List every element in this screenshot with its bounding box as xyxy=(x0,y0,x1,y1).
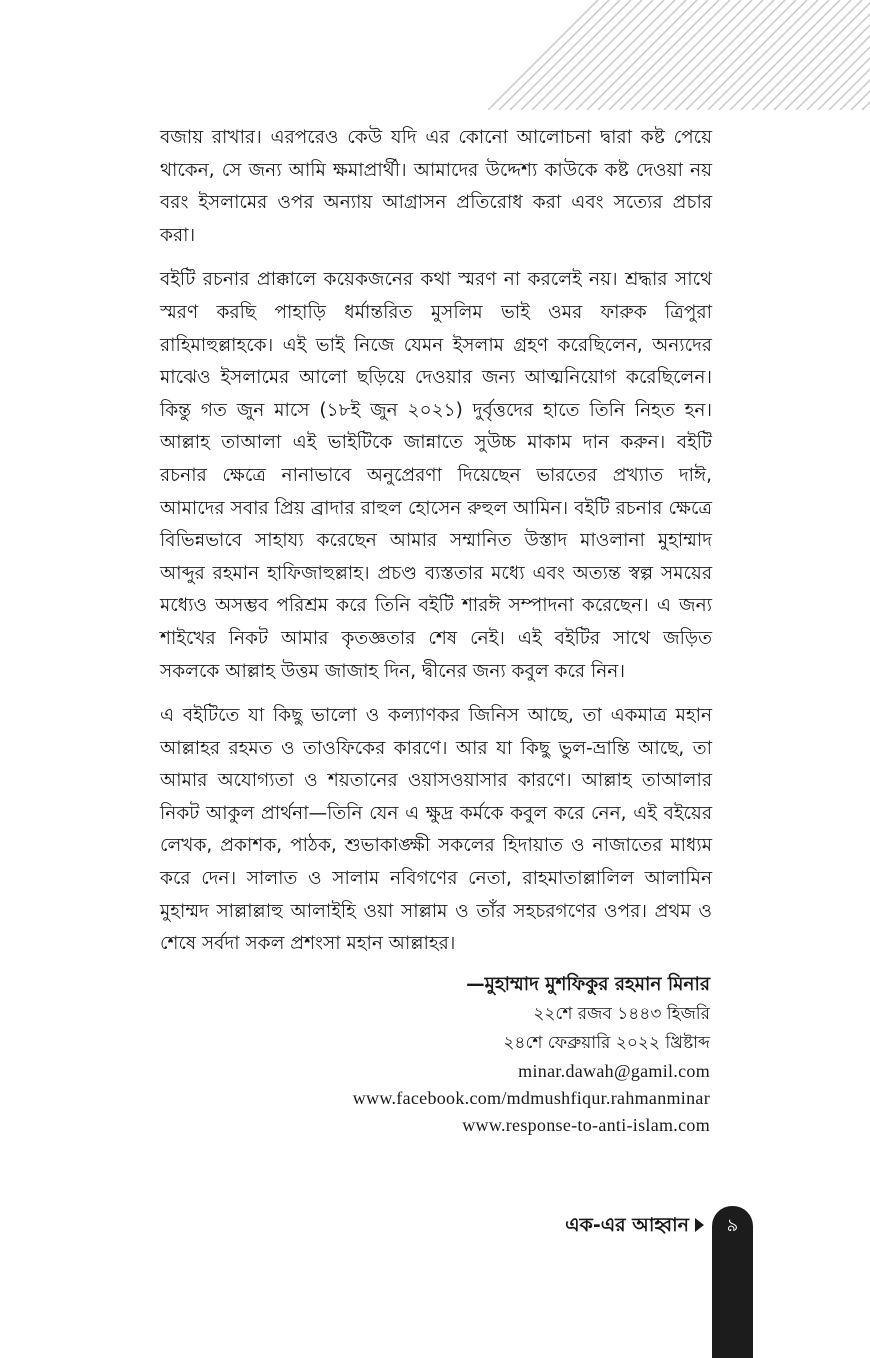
body-text xyxy=(160,122,712,973)
website-url: www.response-to-anti-islam.com xyxy=(462,1115,710,1135)
author-email: minar.dawah@gamil.com xyxy=(518,1061,710,1081)
author-name: —মুহাম্মাদ মুশফিকুর রহমান মিনার xyxy=(466,974,710,995)
paragraph-acknowledgements: বইটি রচনার প্রাক্কালে কয়েকজনের কথা স্মরণ না করলেই নয়। শ্রদ্ধার সাথে স্মরণ করছি পাহাড়ি ধর্মান্তরিত মুসলিম ভাই ওমর ফারুক ত্রিপুরা রাহিমাহুল্লাহকে। এই ভাই নিজে যেমন ইসলাম গ্রহণ করেছিলেন, অন্যদের মাঝেও ইসলামের আলো ছড়িয়ে দেওয়ার জন্য আত্মনিয়োগ করেছিলেন। কিন্তু গত জুন মাসে (১৮ই জুন ২০২১) দুর্বৃত্তদের হাতে তিনি নিহত হন। আল্লাহ তাআলা এই ভাইটিকে জান্নাতে সুউচ্চ মাকাম দান করুন। বইটি রচনার ক্ষেত্রে নানাভাবে অনুপ্রেরণা দিয়েছেন ভারতের প্রখ্যাত দাঈ, আমাদের সবার প্রিয় ব্রাদার রাহুল হোসেন রুহুল আমিন। বইটি রচনার ক্ষেত্রে বিভিন্নভাবে সাহায্য করেছেন আমার সম্মানিত উস্তাদ মাওলানা মুহাম্মাদ আব্দুর রহমান হাফিজাহুল্লাহ। প্রচণ্ড ব্যস্ততার মধ্যে এবং অত্যন্ত স্বল্প সময়ের মধ্যেও অসম্ভব পরিশ্রম করে তিনি বইটি শারঈ সম্পাদনা করেছেন। এ জন্য শাইখের নিকট আমার কৃতজ্ঞতার শেষ নেই। এই বইটির সাথে জড়িত সকলকে আল্লাহ উত্তম জাজাহ দিন, দ্বীনের জন্য কবুল করে নিন। xyxy=(160,269,712,682)
page-number-tab xyxy=(712,1206,753,1358)
hijri-date: ২২শে রজব ১৪৪৩ হিজরি xyxy=(533,1004,710,1024)
paragraph-apology: বজায় রাখার। এরপরেও কেউ যদি এর কোনো আলোচনা দ্বারা কষ্ট পেয়ে থাকেন, সে জন্য আমি ক্ষমাপ্রার্থী। আমাদের উদ্দেশ্য কাউকে কষ্ট দেওয়া নয় বরং ইসলামের ওপর অন্যায় আগ্রাসন প্রতিরোধ করা এবং সত্যের প্রচার করা। xyxy=(160,127,712,246)
triangle-right-icon xyxy=(695,1218,704,1232)
paragraph-prayer: এ বইটিতে যা কিছু ভালো ও কল্যাণকর জিনিস আছে, তা একমাত্র মহান আল্লাহর রহমত ও তাওফিকের কারণে। আর যা কিছু ভুল-ভ্রান্তি আছে, তা আমার অযোগ্যতা ও শয়তানের ওয়াসওয়াসার কারণে। আল্লাহ তাআলার নিকট আকুল প্রার্থনা—তিনি যেন এ ক্ষুদ্র কর্মকে কবুল করে নেন, এই বইয়ের লেখক, প্রকাশক, পাঠক, শুভাকাঙ্ক্ষী সকলের হিদায়াত ও নাজাতের মাধ্যম করে দেন। সালাত ও সালাম নবিগণের নেতা, রাহমাতাল্লালিল আলামিন মুহাম্মদ সাল্লাল্লাহু আলাইহি ওয়া সাল্লাম ও তাঁর সহচরগণের ওপর। প্রথম ও শেষে সর্বদা সকল প্রশংসা মহান আল্লাহর। xyxy=(160,705,712,955)
hatch-line xyxy=(807,0,870,110)
hatch-line xyxy=(862,0,870,110)
corner-hatch-decoration xyxy=(488,0,870,110)
page-number: ৯ xyxy=(726,1215,739,1236)
book-title: এক-এর আহ্বান xyxy=(565,1214,689,1236)
facebook-url: www.facebook.com/mdmushfiqur.rahmanminar xyxy=(352,1088,710,1108)
gregorian-date: ২৪শে ফেব্রুয়ারি ২০২২ খ্রিষ্টাব্দ xyxy=(503,1033,710,1053)
author-signature-block xyxy=(150,970,710,1139)
hatch-line xyxy=(840,0,870,110)
running-footer xyxy=(565,1210,704,1240)
